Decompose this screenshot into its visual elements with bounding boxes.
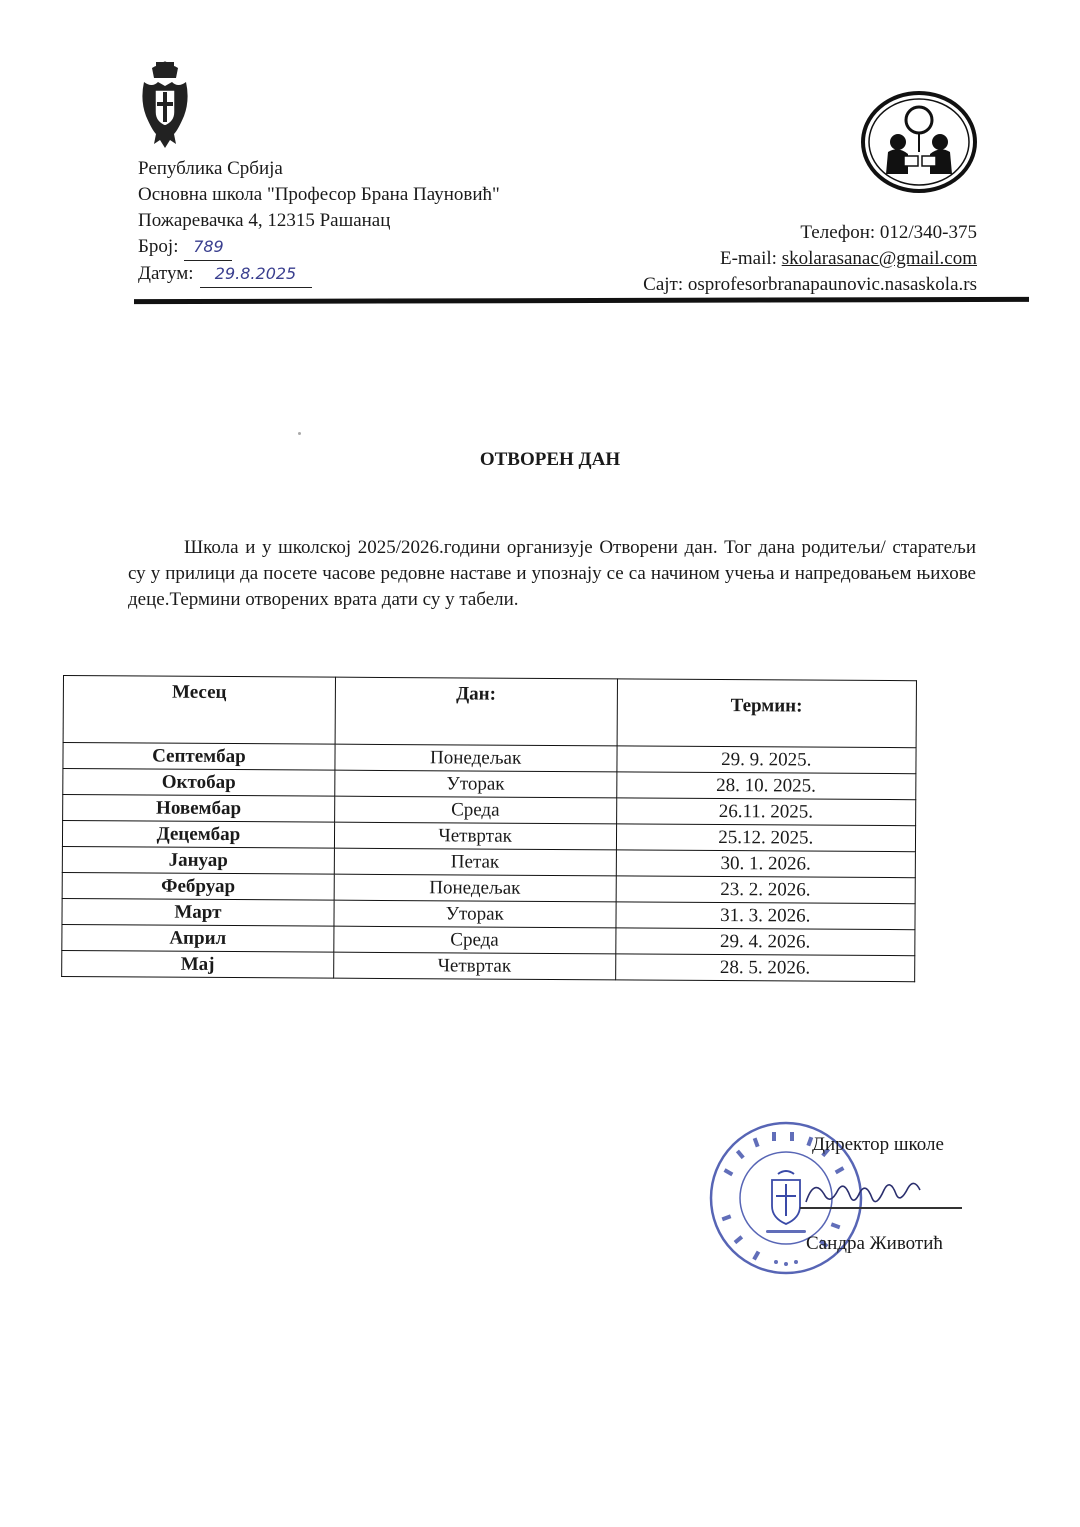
day-cell: Уторак	[334, 900, 616, 928]
email-row	[643, 246, 977, 272]
document-title: ОТВОРЕН ДАН	[479, 449, 621, 470]
body-paragraph	[128, 535, 976, 613]
email-label: E-mail:	[719, 248, 777, 269]
date-cell: 23. 2. 2026.	[616, 876, 916, 904]
day-cell: Понедељак	[335, 744, 617, 772]
signature-line	[800, 1207, 962, 1209]
day-cell: Среда	[334, 796, 616, 824]
phone: Телефон: 012/340-375	[800, 222, 977, 243]
column-header-day: Дан:	[335, 677, 617, 746]
school-name: Основна школа "Професор Брана Пауновић"	[138, 184, 500, 205]
document-number-row	[138, 234, 500, 261]
column-header-date: Термин:	[617, 679, 917, 748]
date-cell: 29. 4. 2026.	[615, 928, 915, 956]
contact-block	[643, 220, 977, 298]
speck	[298, 432, 301, 435]
month-cell: Октобар	[63, 769, 335, 797]
number-label: Број:	[138, 236, 179, 257]
date-cell: 29. 9. 2025.	[616, 746, 916, 774]
month-cell: Децембар	[62, 821, 334, 849]
document-date: 29.8.2025	[200, 261, 312, 288]
date-cell: 31. 3. 2026.	[615, 902, 915, 930]
school-address: Пожаревачка 4, 12315 Рашанац	[138, 210, 391, 231]
handwritten-signature-icon	[800, 1172, 930, 1216]
document-date-row	[138, 261, 500, 288]
month-cell: Септембар	[63, 743, 335, 771]
day-cell: Понедељак	[334, 874, 616, 902]
date-cell: 28. 5. 2026.	[615, 954, 915, 982]
date-label: Датум:	[138, 263, 194, 284]
date-cell: 25.12. 2025.	[616, 824, 916, 852]
column-header-month: Месец	[63, 676, 335, 745]
date-cell: 30. 1. 2026.	[616, 850, 916, 878]
sender-block	[138, 156, 500, 288]
coat-of-arms-icon	[138, 60, 192, 152]
school-logo-icon	[860, 90, 978, 194]
paragraph-text: Школа и у школској 2025/2026.години организује Отворени дан. Тог дана родитељи/ старатељи су у прилици да посете часове редовне наставе и упознају се са начином учења и напредовањем њихове деце.Термини отворених врата дати су у табели.	[128, 537, 976, 610]
document-number: 789	[184, 234, 232, 261]
month-cell: Фебруар	[62, 872, 334, 900]
date-cell: 26.11. 2025.	[616, 798, 916, 826]
month-cell: Јануар	[62, 846, 334, 874]
day-cell: Четвртак	[333, 952, 615, 980]
month-cell: Април	[62, 924, 334, 952]
header-divider	[134, 297, 1029, 304]
month-cell: Мај	[62, 950, 334, 978]
day-cell: Среда	[334, 926, 616, 954]
website: Сајт: osprofesorbranapaunovic.nasaskola.rs	[643, 274, 977, 295]
signatory-role: Директор школе	[812, 1134, 944, 1155]
month-cell: Новембар	[63, 795, 335, 823]
day-cell: Уторак	[335, 770, 617, 798]
month-cell: Март	[62, 898, 334, 926]
day-cell: Четвртак	[334, 822, 616, 850]
day-cell: Петак	[334, 848, 616, 876]
country-name: Република Србија	[138, 158, 283, 179]
open-day-schedule-table	[61, 675, 917, 982]
signatory-name: Сандра Животић	[806, 1233, 943, 1254]
email-link[interactable]: skolarasanac@gmail.com	[781, 248, 977, 269]
date-cell: 28. 10. 2025.	[616, 772, 916, 800]
table-row	[62, 950, 915, 981]
table-header-row	[63, 676, 916, 748]
